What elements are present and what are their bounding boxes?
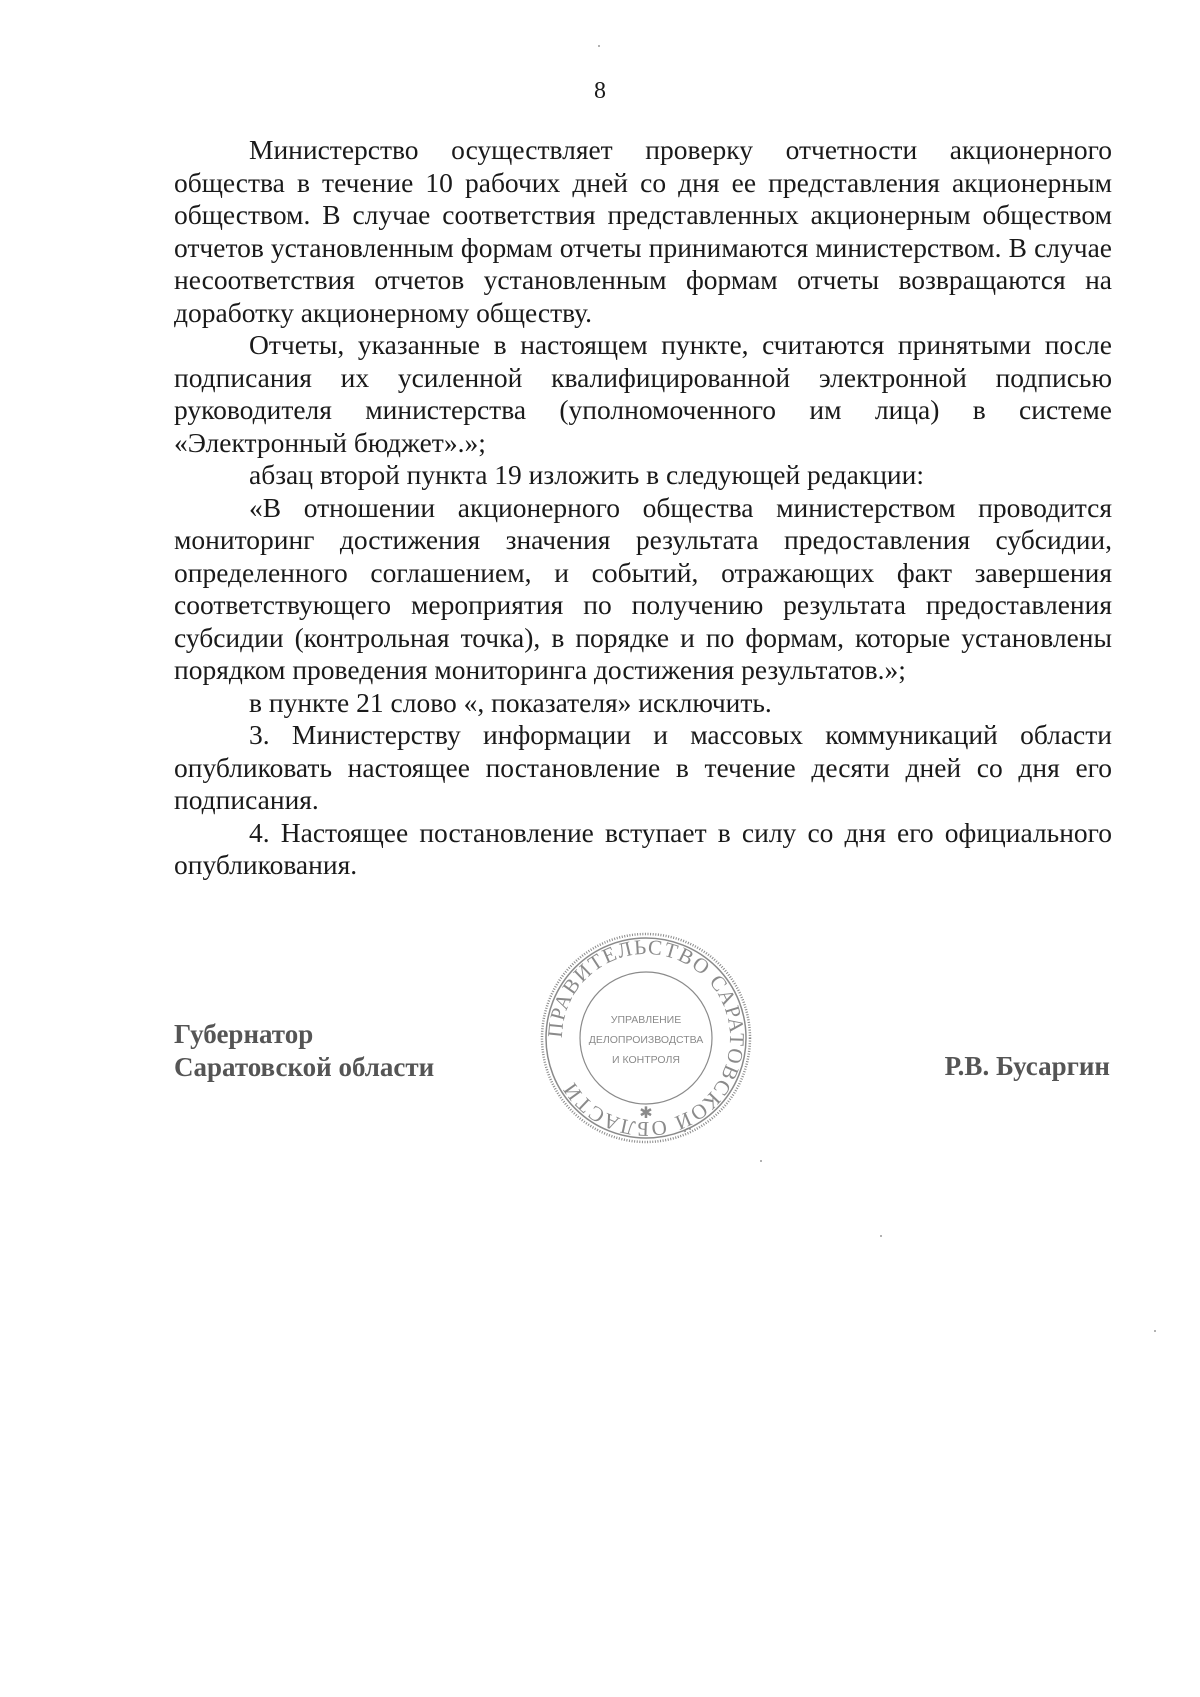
official-seal-stamp — [538, 930, 754, 1146]
paragraph-reports-accepted: Отчеты, указанные в настоящем пункте, считаются принятыми после подписания их усиленной квалифицированной электронной подписью руководителя министерства (уполномоченного им лица) в системе «Электронный бюджет».»; — [174, 329, 1112, 458]
page-number: 8 — [594, 78, 606, 104]
paragraph-point-19-amendment: абзац второй пункта 19 изложить в следующей редакции: — [249, 459, 924, 490]
seal-outer-text: ПРАВИТЕЛЬСТВО САРАТОВСКОЙ ОБЛАСТИ — [542, 934, 750, 1142]
signatory-position-line-2: Саратовской области — [174, 1052, 435, 1082]
seal-inner-line-1: УПРАВЛЕНИЕ — [610, 1014, 682, 1026]
scan-speck — [880, 1235, 882, 1237]
signatory-name: Р.В. Бусаргин — [944, 1051, 1110, 1081]
document-body — [174, 134, 1112, 882]
signatory-position — [174, 1018, 434, 1084]
seal-inner-line-3: И КОНТРОЛЯ — [612, 1054, 680, 1066]
scan-speck — [598, 45, 600, 47]
paragraph-ministry-check: Министерство осуществляет проверку отчетности акционерного общества в течение 10 рабочих дней со дня ее представления акционерным обществом. В случае соответствия представленных акционерным обществом отчетов установленным формам отчеты принимаются министерством. В случае несоответствия отчетов установленным формам отчеты возвращаются на доработку акционерному обществу. — [174, 134, 1112, 328]
signatory-position-line-1: Губернатор — [174, 1019, 314, 1049]
scan-speck — [760, 1160, 762, 1162]
scan-speck — [1154, 1330, 1156, 1332]
seal-star-icon: ✱ — [639, 1103, 653, 1122]
seal-inner-line-2: ДЕЛОПРОИЗВОДСТВА — [588, 1034, 704, 1046]
paragraph-point-21-amendment: в пункте 21 слово «, показателя» исключить. — [249, 686, 772, 718]
paragraph-item-3-publication: 3. Министерству информации и массовых коммуникаций области опубликовать настоящее постановление в течение десяти дней со дня его подписания. — [174, 719, 1112, 815]
paragraph-item-4-effective: 4. Настоящее постановление вступает в силу со дня его официального опубликования. — [174, 816, 1112, 880]
paragraph-monitoring: «В отношении акционерного общества министерством проводится мониторинг достижения значения результата предоставления субсидии, определенного соглашением, и событий, отражающих факт завершения соответствующего мероприятия по получению результата предоставления субсидии (контрольная точка), в порядке и по формам, которые установлены порядком проведения мониторинга достижения результатов.»; — [174, 491, 1112, 685]
